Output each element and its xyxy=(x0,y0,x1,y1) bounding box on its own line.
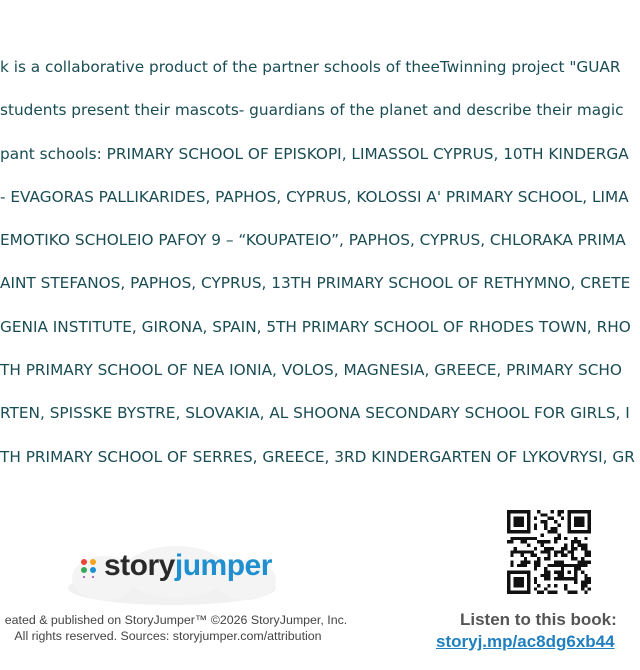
storyjumper-logo-dots-icon xyxy=(80,558,98,578)
text-line-5: EMOTIKO SCHOLEIO PAFOY 9 – “KOUPATEIO”, PAPHOS, CYPRUS, CHLORAKA PRIMA xyxy=(0,231,626,250)
storyjumper-logo xyxy=(64,540,280,610)
partner-schools-text xyxy=(0,52,640,485)
text-line-7: GENIA INSTITUTE, GIRONA, SPAIN, 5TH PRIMARY SCHOOL OF RHODES TOWN, RHO xyxy=(0,317,631,336)
listen-label: Listen to this book: xyxy=(460,610,617,629)
credits-line-2: All rights reserved. Sources: storyjumper.com/attribution xyxy=(14,629,322,643)
text-line-9: RTEN, SPISSKE BYSTRE, SLOVAKIA, AL SHOONA SECONDARY SCHOOL FOR GIRLS, I xyxy=(0,404,630,423)
qr-code-icon[interactable] xyxy=(507,510,591,594)
text-line-2: students present their mascots- guardians of the planet and describe their magic xyxy=(0,101,624,120)
logo-word-story: story xyxy=(104,549,175,582)
listen-link[interactable]: storyj.mp/ac8dg6xb44 xyxy=(436,632,615,651)
logo-wordmark xyxy=(104,548,272,584)
text-line-3: pant schools: PRIMARY SCHOOL OF EPISKOPI, LIMASSOL CYPRUS, 10TH KINDERGA xyxy=(0,144,629,163)
text-line-4: - EVAGORAS PALLIKARIDES, PAPHOS, CYPRUS, KOLOSSI A' PRIMARY SCHOOL, LIMA xyxy=(0,187,629,206)
text-line-8: TH PRIMARY SCHOOL OF NEA IONIA, VOLOS, MAGNESIA, GREECE, PRIMARY SCHO xyxy=(0,361,622,380)
credits-line-1: eated & published on StoryJumper™ ©2026 StoryJumper, Inc. xyxy=(4,613,348,627)
text-line-6: AINT STEFANOS, PAPHOS, CYPRUS, 13TH PRIMARY SCHOOL OF RETHYMNO, CRETE xyxy=(0,274,631,293)
text-line-10: TH PRIMARY SCHOOL OF SERRES, GREECE, 3RD KINDERGARTEN OF LYKOVRYSI, GR xyxy=(0,447,635,466)
text-line-1: k is a collaborative product of the partner schools of theeTwinning project "GUAR xyxy=(0,58,621,76)
logo-word-jumper: jumper xyxy=(174,549,272,582)
